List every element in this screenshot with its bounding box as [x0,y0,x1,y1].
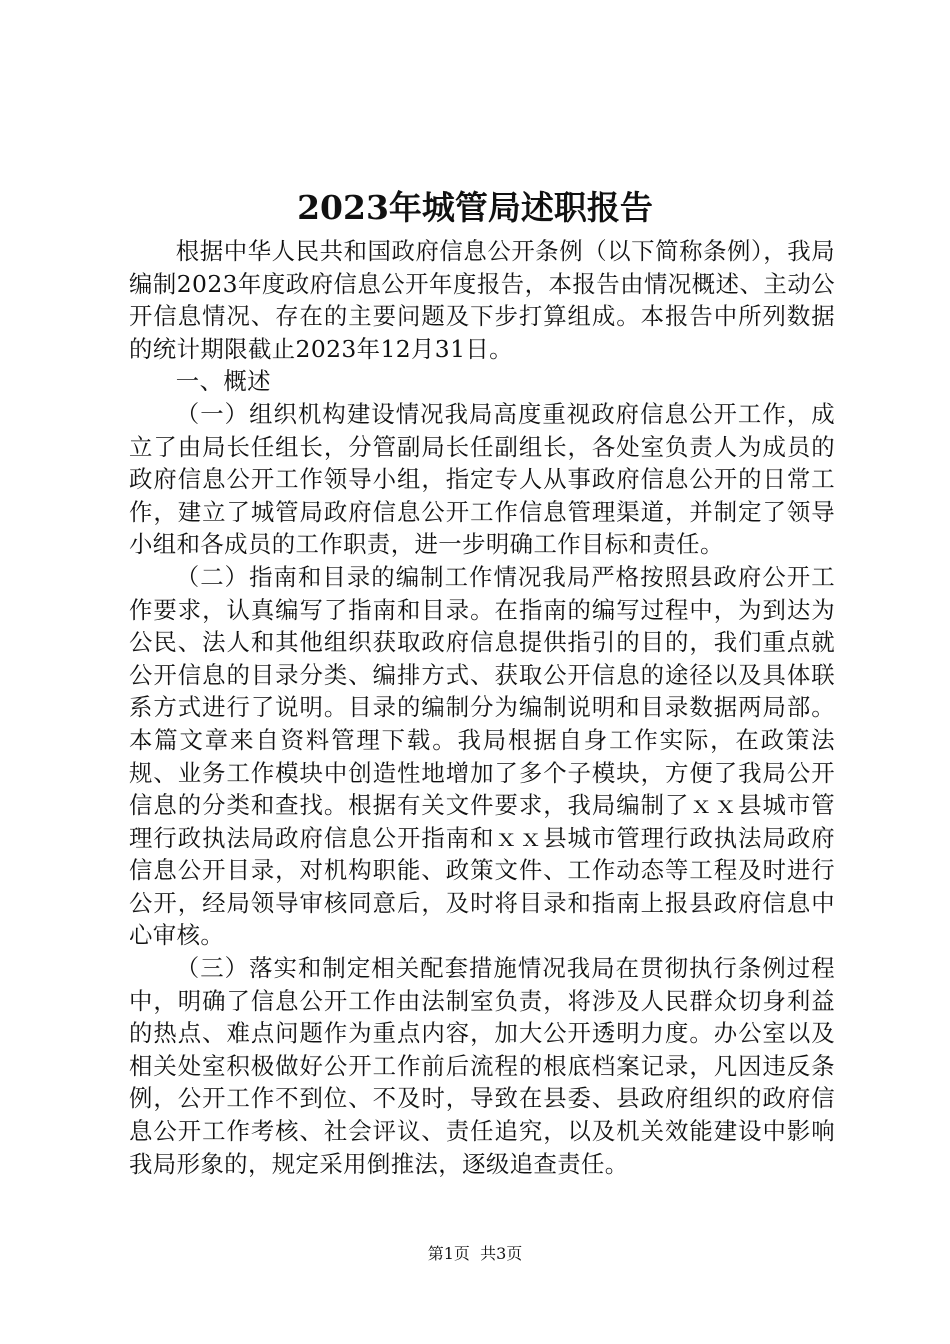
paragraph-organization: （一）组织机构建设情况我局高度重视政府信息公开工作，成立了由局长任组长，分管副局长任副组长，各处室负责人为成员的政府信息公开工作领导小组，指定专人从事政府信息公开的日常工作，建立了城管局政府信息公开工作信息管理渠道，并制定了领导小组和各成员的工作职责，进一步明确工作目标和责任。 [129,399,835,559]
paragraph-measures: （三）落实和制定相关配套措施情况我局在贯彻执行条例过程中，明确了信息公开工作由法制室负责，将涉及人民群众切身利益的热点、难点问题作为重点内容，加大公开透明力度。办公室以及相关处室积极做好公开工作前后流程的根底档案记录，凡因违反条例，公开工作不到位、不及时，导致在县委、县政府组织的政府信息公开工作考核、社会评议、责任追究，以及机关效能建设中影响我局形象的，规定采用倒推法，逐级追查责任。 [129,954,835,1178]
section-heading-overview: 一、概述 [175,367,271,396]
document-title: 2023年城管局述职报告 [297,188,653,227]
document-body [129,235,835,1180]
paragraph-guide-catalog: （二）指南和目录的编制工作情况我局严格按照县政府公开工作要求，认真编写了指南和目录。在指南的编写过程中，为到达为公民、法人和其他组织获取政府信息提供指引的目的，我们重点就公开信息的目录分类、编排方式、获取公开信息的途径以及具体联系方式进行了说明。目录的编制分为编制说明和目录数据两局部。本篇文章来自资料管理下载。我局根据自身工作实际，在政策法规、业务工作模块中创造性地增加了多个子模块，方便了我局公开信息的分类和查找。根据有关文件要求，我局编制了ｘｘ县城市管理行政执法局政府信息公开指南和ｘｘ县城市管理行政执法局政府信息公开目录，对机构职能、政策文件、工作动态等工程及时进行公开，经局领导审核同意后，及时将目录和指南上报县政府信息中心审核。 [129,562,835,950]
page-footer: 第1页 共3页 [427,1244,523,1263]
paragraph-intro: 根据中华人民共和国政府信息公开条例（以下简称条例），我局编制2023年度政府信息公开年度报告，本报告由情况概述、主动公开信息情况、存在的主要问题及下步打算组成。本报告中所列数据的统计期限截止2023年12月31日。 [129,237,835,363]
